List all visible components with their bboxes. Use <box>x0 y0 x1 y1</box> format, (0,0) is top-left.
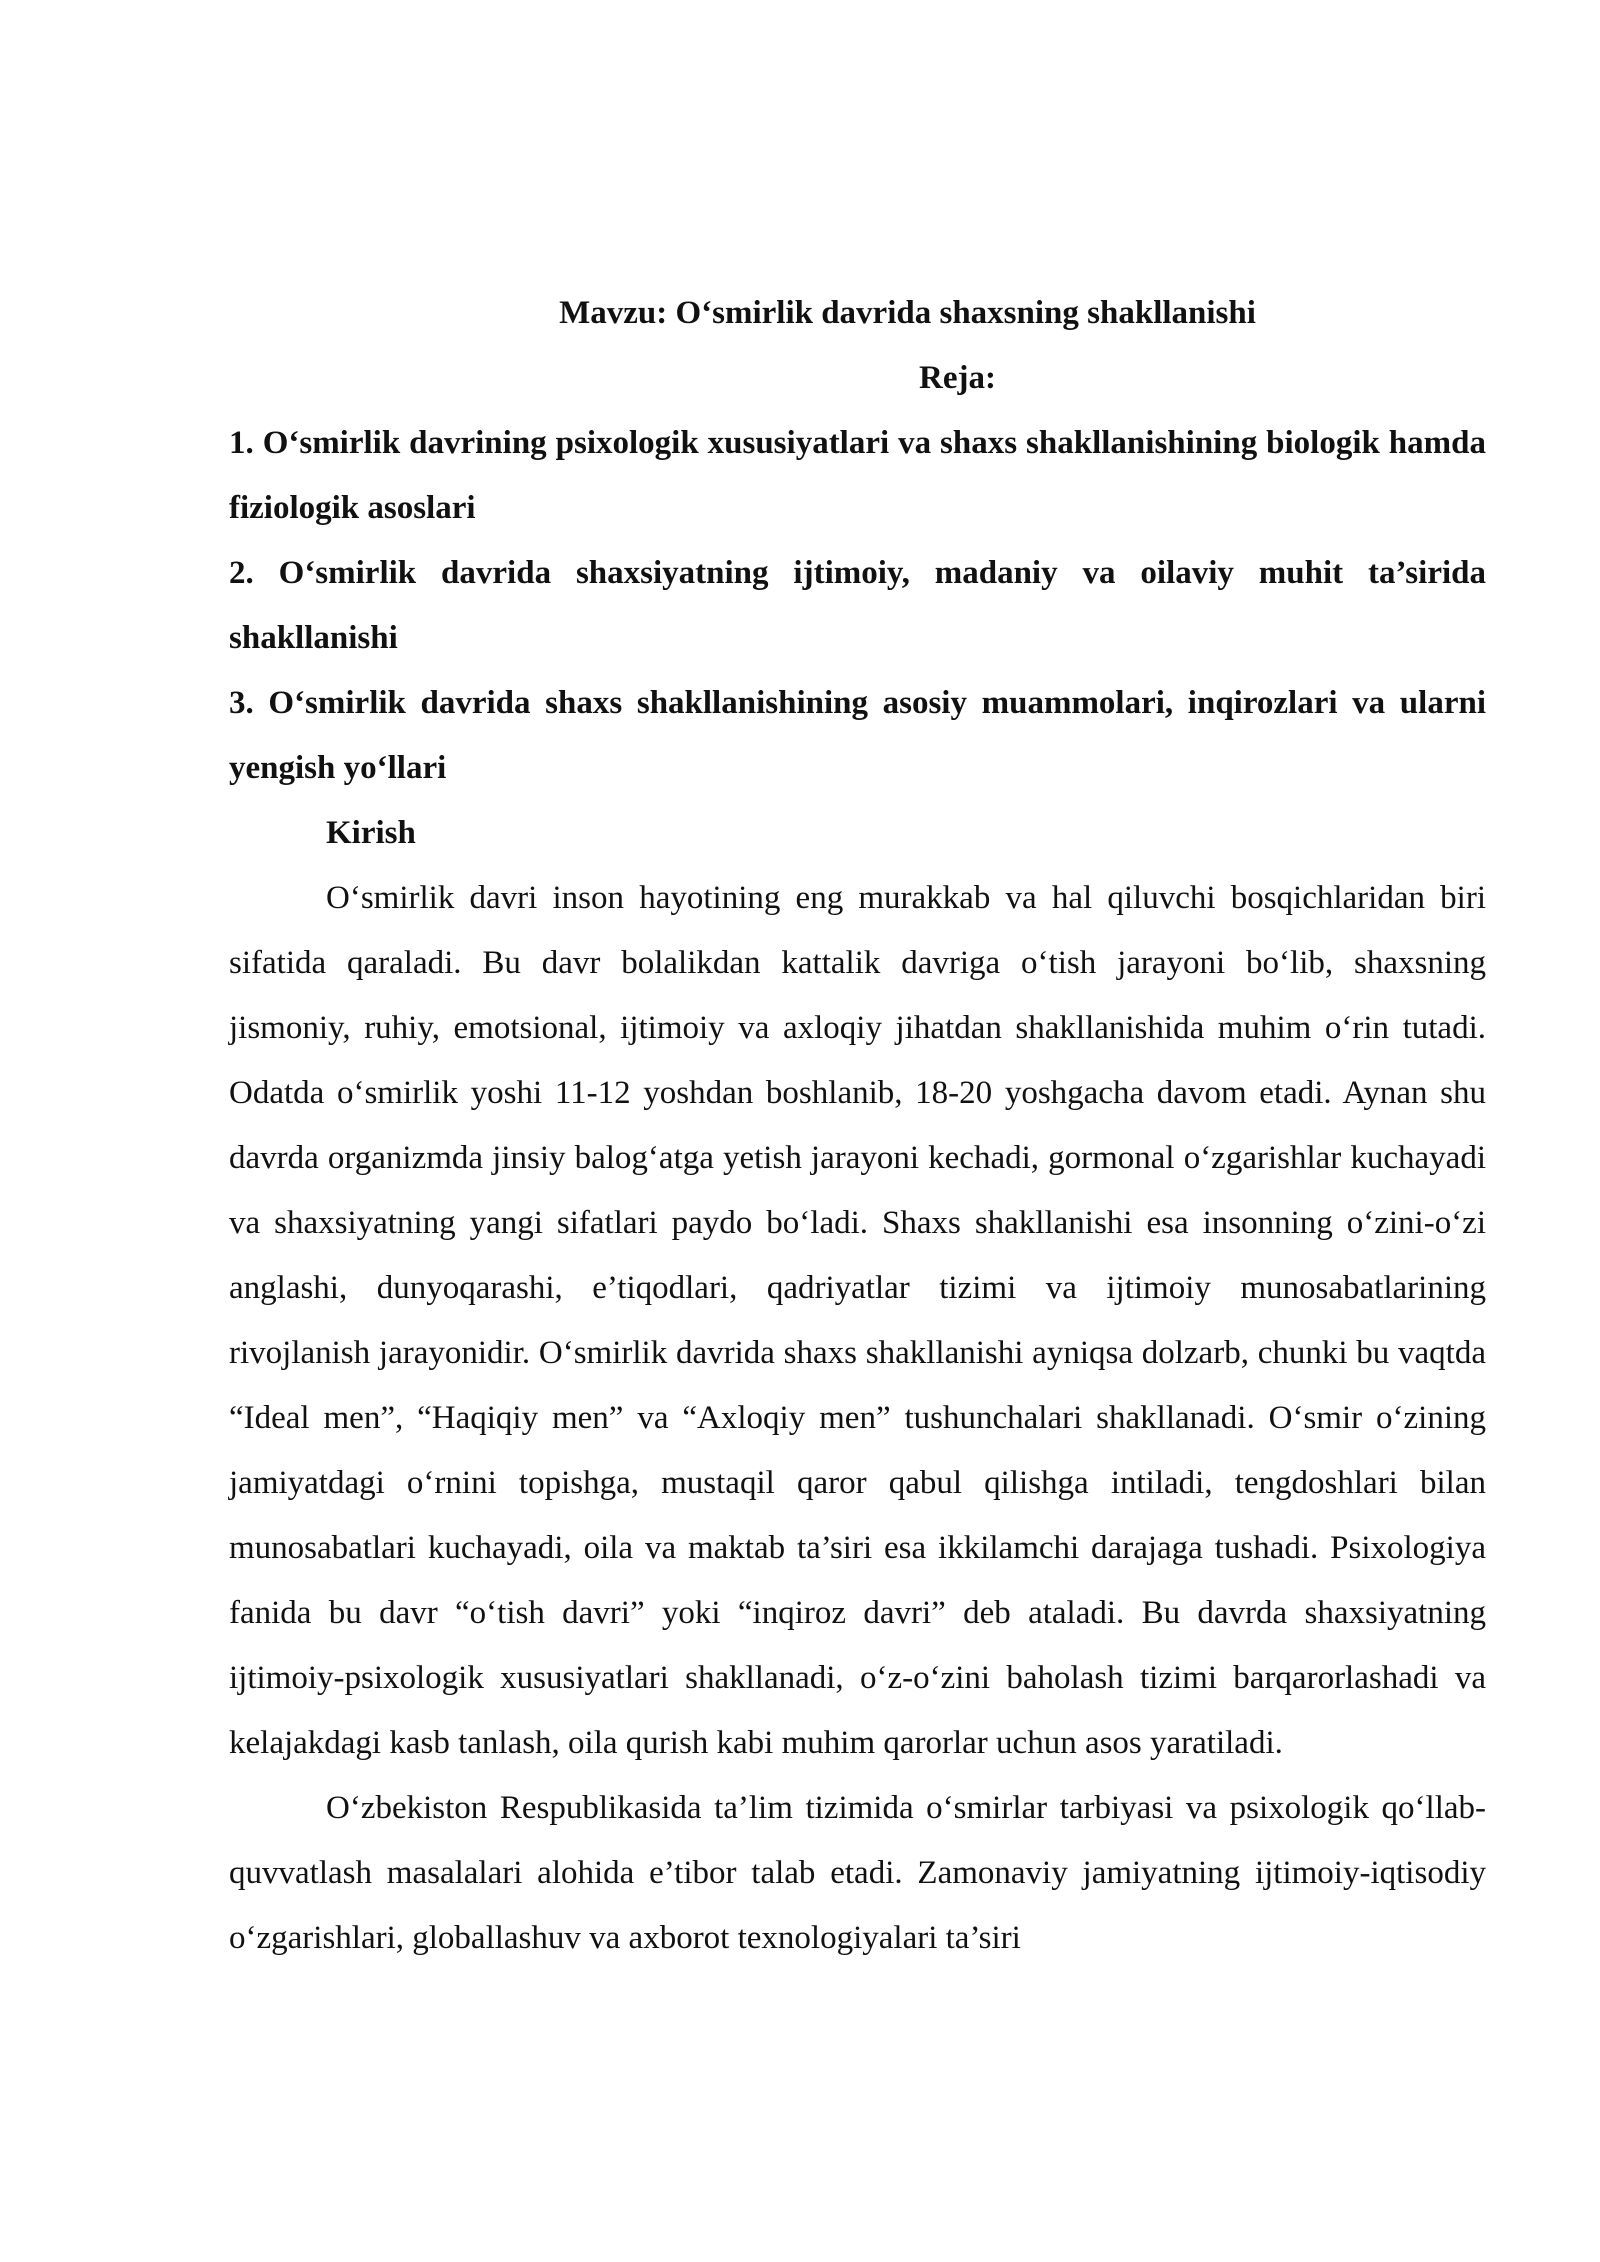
intro-heading: Kirish <box>326 815 416 851</box>
plan-item-1: 1. O‘smirlik davrining psixologik xususiyatlari va shaxs shakllanishining biologik hamda fiziologik asoslari <box>229 425 1486 526</box>
plan-heading: Reja: <box>919 360 996 396</box>
document-title: Mavzu: O‘smirlik davrida shaxsning shakllanishi <box>559 295 1256 331</box>
plan-item-2: 2. O‘smirlik davrida shaxsiyatning ijtimoiy, madaniy va oilaviy muhit ta’sirida shakllanishi <box>229 555 1486 656</box>
body-paragraph-1: O‘smirlik davri inson hayotining eng murakkab va hal qiluvchi bosqichlaridan biri sifatida qaraladi. Bu davr bolalikdan kattalik davriga o‘tish jarayoni bo‘lib, shaxsning jismoniy, ruhiy, emotsional, ijtimoiy va axloqiy jihatdan shakllanishida muhim o‘rin tutadi. Odatda o‘smirlik yoshi 11-12 yoshdan boshlanib, 18-20 yoshgacha davom etadi. Aynan shu davrda organizmda jinsiy balog‘atga yetish jarayoni kechadi, gormonal o‘zgarishlar kuchayadi va shaxsiyatning yangi sifatlari paydo bo‘ladi. Shaxs shakllanishi esa insonning o‘zini-o‘zi anglashi, dunyoqarashi, e’tiqodlari, qadriyatlar tizimi va ijtimoiy munosabatlarining rivojlanish jarayonidir. O‘smirlik davrida shaxs shakllanishi ayniqsa dolzarb, chunki bu vaqtda “Ideal men”, “Haqiqiy men” va “Axloqiy men” tushunchalari shakllanadi. O‘smir o‘zining jamiyatdagi o‘rnini topishga, mustaqil qaror qabul qilishga intiladi, tengdoshlari bilan munosabatlari kuchayadi, oila va maktab ta’siri esa ikkilamchi darajaga tushadi. Psixologiya fanida bu davr “o‘tish davri” yoki “inqiroz davri” deb ataladi. Bu davrda shaxsiyatning ijtimoiy-psixologik xususiyatlari shakllanadi, o‘z-o‘zini baholash tizimi barqarorlashadi va kelajakdagi kasb tanlash, oila qurish kabi muhim qarorlar uchun asos yaratiladi. <box>229 880 1486 1761</box>
body-paragraph-2: O‘zbekiston Respublikasida ta’lim tizimida o‘smirlar tarbiyasi va psixologik qo‘llab-quvvatlash masalalari alohida e’tibor talab etadi. Zamonaviy jamiyatning ijtimoiy-iqtisodiy o‘zgarishlari, globallashuv va axborot texnologiyalari ta’siri <box>229 1790 1486 1956</box>
plan-item-3: 3. O‘smirlik davrida shaxs shakllanishining asosiy muammolari, inqirozlari va ularni yengish yo‘llari <box>229 685 1486 786</box>
document-page <box>229 281 1486 1971</box>
